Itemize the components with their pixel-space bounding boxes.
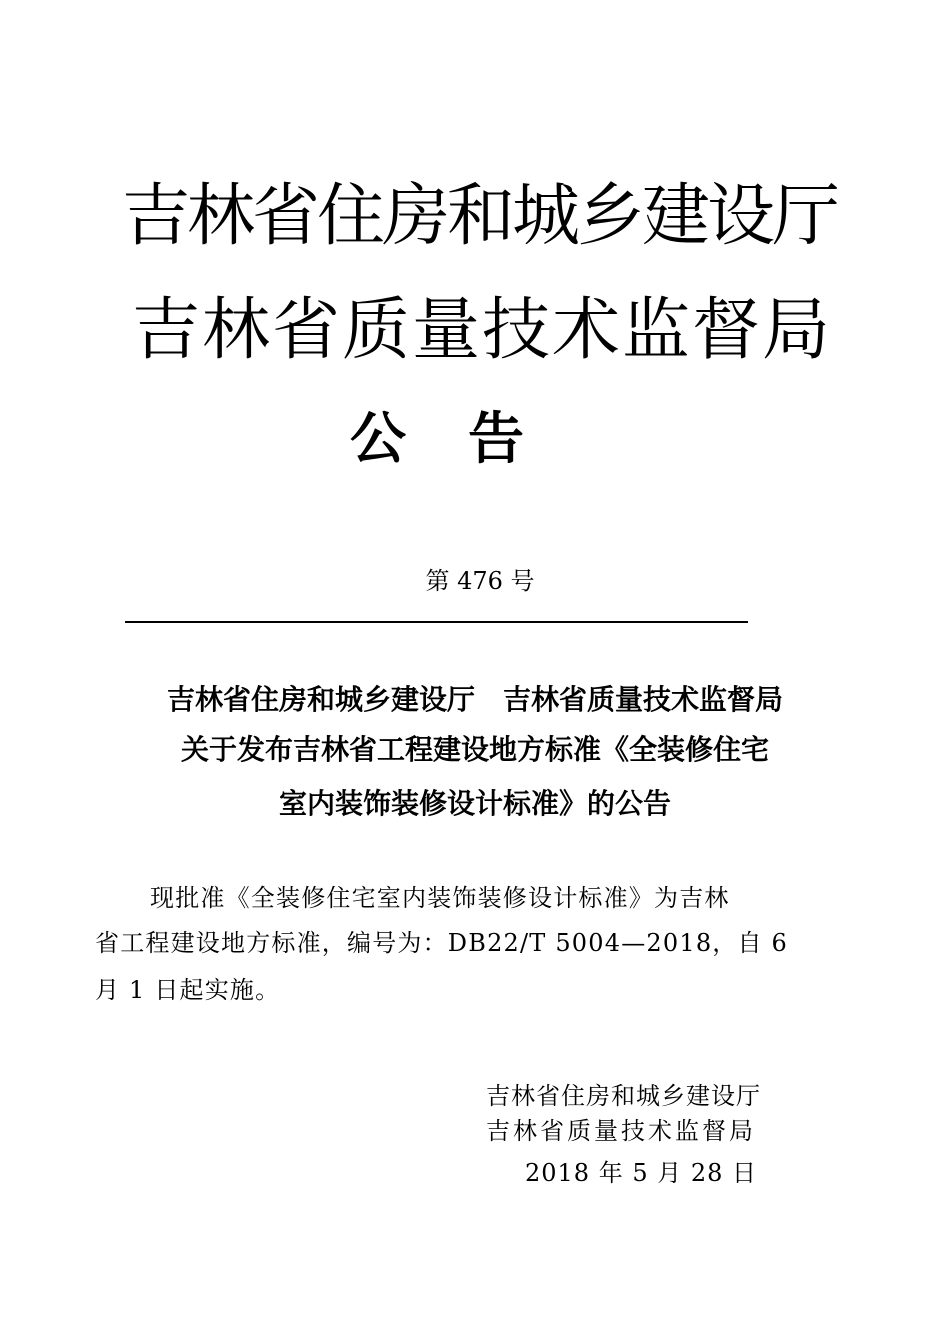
document-title-line-2: 关于发布吉林省工程建设地方标准《全装修住宅 [180,733,769,766]
issuing-org-2-heading: 吉林省质量技术监督局 [132,291,833,370]
document-number: 第 476 号 [425,567,535,595]
document-title-line-1: 吉林省住房和城乡建设厅 吉林省质量技术监督局 [166,683,783,716]
signature-org-1: 吉林省住房和城乡建设厅 [486,1082,761,1110]
body-paragraph-line-1: 现批准《全装修住宅室内装饰装修设计标准》为吉林 [150,884,730,912]
body-paragraph-line-2: 省工程建设地方标准，编号为：DB22/T 5004—2018，自 6 [95,929,788,957]
issuing-org-1-heading: 吉林省住房和城乡建设厅 [122,177,838,256]
header-divider [125,621,748,623]
notice-heading: 公告 [350,407,586,472]
signature-org-2: 吉林省质量技术监督局 [486,1117,756,1145]
signature-date: 2018 年 5 月 28 日 [525,1159,758,1187]
document-title-line-3: 室内装饰装修设计标准》的公告 [278,787,671,820]
body-paragraph-line-3: 月 1 日起实施。 [95,976,281,1004]
